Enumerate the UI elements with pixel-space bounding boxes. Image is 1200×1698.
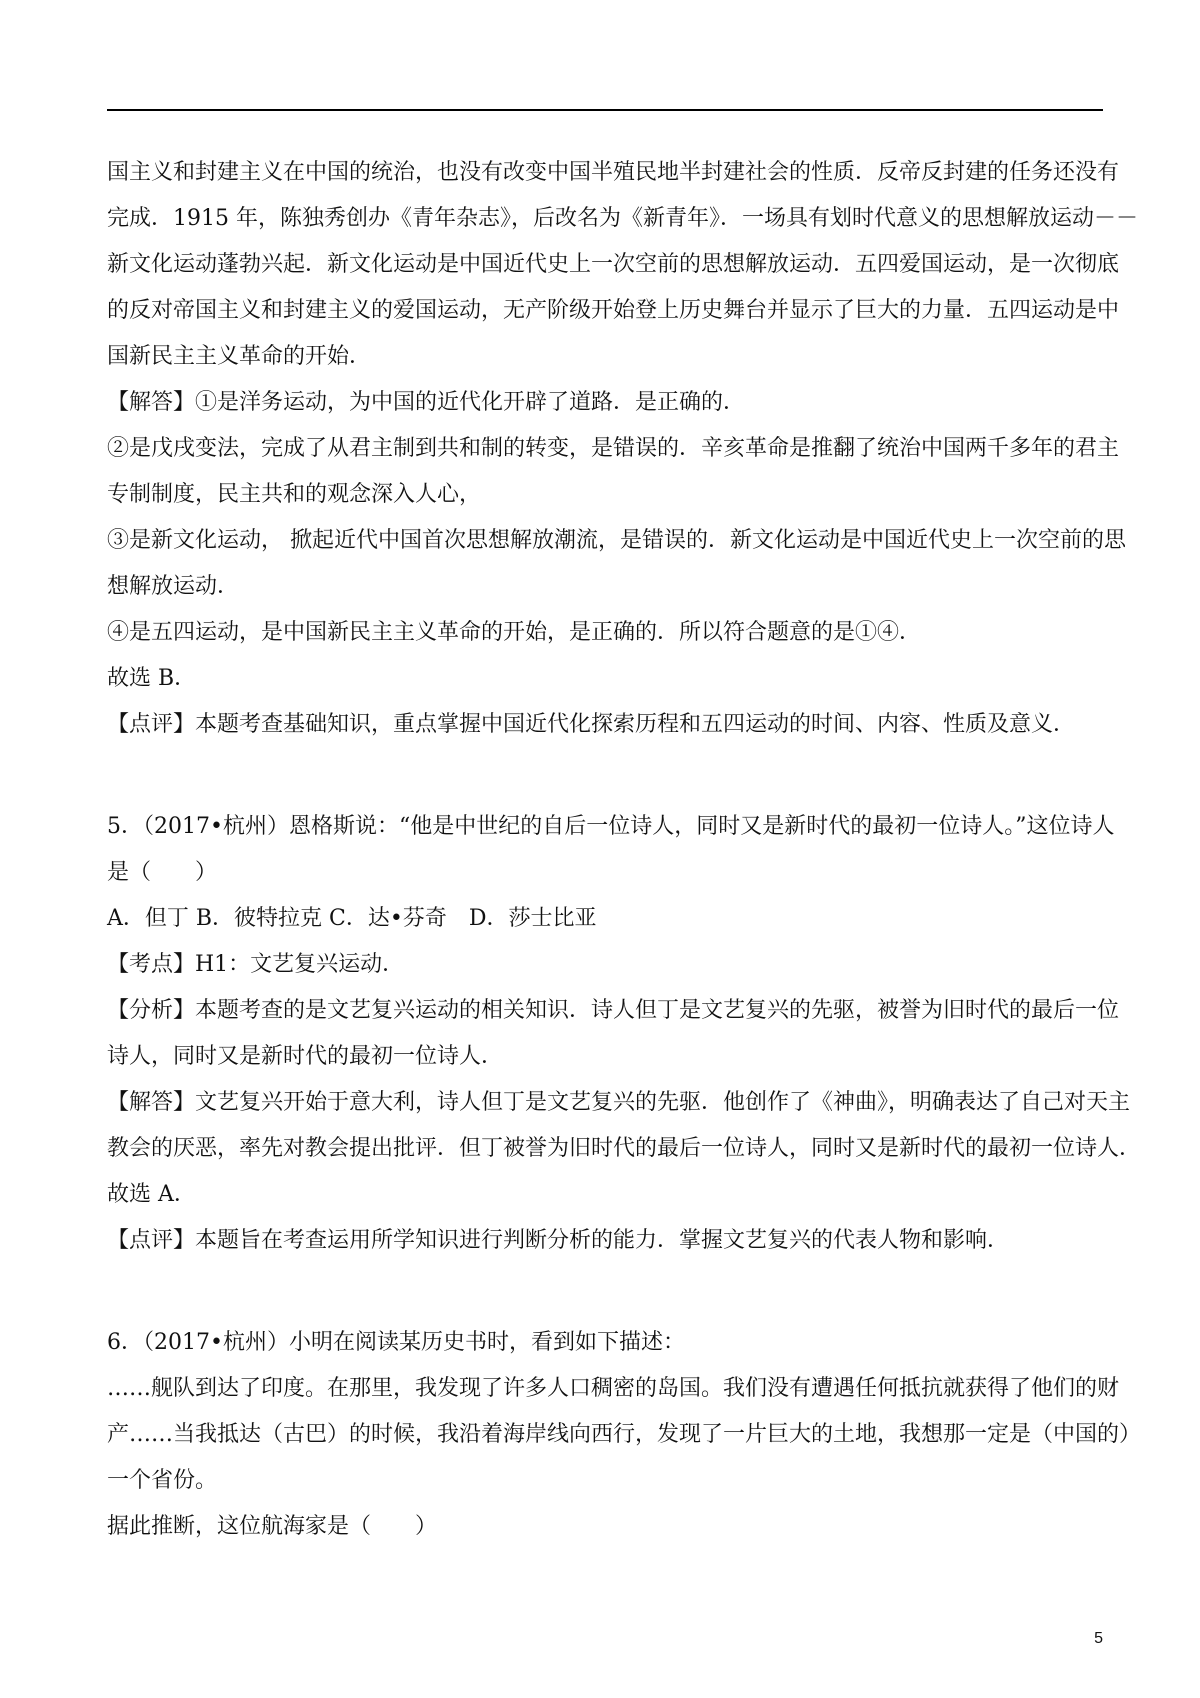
text-line: 完成．1915 年，陈独秀创办《青年杂志》，后改名为《新青年》．一场具有划时代意义的思想解放运动－－: [107, 206, 1138, 231]
text-line: 【解答】文艺复兴开始于意大利，诗人但丁是文艺复兴的先驱．他创作了《神曲》，明确表达了自己对天主: [107, 1090, 1131, 1115]
document-body: [107, 150, 1142, 1550]
text-line: 【点评】本题考查基础知识，重点掌握中国近代化探索历程和五四运动的时间、内容、性质及意义．: [107, 712, 1076, 737]
text-line: 新文化运动蓬勃兴起．新文化运动是中国近代史上一次空前的思想解放运动．五四爱国运动，是一次彻底: [107, 252, 1120, 277]
text-line: 专制制度，民主共和的观念深入人心，: [107, 482, 482, 507]
text-line: 诗人，同时又是新时代的最初一位诗人．: [107, 1044, 504, 1069]
options-line: A．但丁 B．彼特拉克 C．达•芬奇 D．莎士比亚: [107, 906, 597, 931]
question-line: 6．（2017•杭州）小明在阅读某历史书时，看到如下描述：: [107, 1330, 685, 1355]
text-line: 【解答】①是洋务运动，为中国的近代化开辟了道路．是正确的．: [107, 390, 746, 415]
section-gap: [107, 1264, 1103, 1320]
text-line: 是（ ）: [107, 860, 218, 885]
text-line: 故选 B．: [107, 666, 197, 691]
text-line: 国主义和封建主义在中国的统治，也没有改变中国半殖民地半封建社会的性质．反帝反封建的任务还没有: [107, 160, 1120, 185]
text-line: 【分析】本题考查的是文艺复兴运动的相关知识．诗人但丁是文艺复兴的先驱，被誉为旧时代的最后一位: [107, 998, 1120, 1023]
text-line: 故选 A．: [107, 1182, 196, 1207]
text-line: 产……当我抵达（古巴）的时候，我沿着海岸线向西行，发现了一片巨大的土地，我想那一定是（中国的）: [107, 1422, 1142, 1447]
text-line: 【点评】本题旨在考查运用所学知识进行判断分析的能力．掌握文艺复兴的代表人物和影响．: [107, 1228, 1010, 1253]
text-line: 据此推断，这位航海家是（ ）: [107, 1514, 438, 1539]
header-rule: [107, 109, 1103, 111]
text-line: ……舰队到达了印度。在那里，我发现了许多人口稠密的岛国。我们没有遭遇任何抵抗就获得了他们的财: [107, 1376, 1120, 1401]
section-gap: [107, 748, 1103, 804]
text-line: ④是五四运动，是中国新民主主义革命的开始，是正确的．所以符合题意的是①④．: [107, 620, 922, 645]
text-line: ③是新文化运动， 掀起近代中国首次思想解放潮流，是错误的．新文化运动是中国近代史上一次空前的思: [107, 528, 1126, 553]
text-line: 一个省份。: [107, 1468, 218, 1493]
question-line: 5．（2017•杭州）恩格斯说：“他是中世纪的自后一位诗人，同时又是新时代的最初一位诗人。”这位诗人: [107, 814, 1115, 839]
text-line: 【考点】H1：文艺复兴运动．: [107, 952, 405, 977]
text-line: 教会的厌恶，率先对教会提出批评．但丁被誉为旧时代的最后一位诗人，同时又是新时代的最初一位诗人．: [107, 1136, 1142, 1161]
text-line: 想解放运动．: [107, 574, 240, 599]
text-line: ②是戊戌变法，完成了从君主制到共和制的转变，是错误的．辛亥革命是推翻了统治中国两千多年的君主: [107, 436, 1120, 461]
text-line: 的反对帝国主义和封建主义的爱国运动，无产阶级开始登上历史舞台并显示了巨大的力量．五四运动是中: [107, 298, 1120, 323]
text-line: 国新民主主义革命的开始．: [107, 344, 372, 369]
page-number: 5: [1094, 1630, 1103, 1647]
